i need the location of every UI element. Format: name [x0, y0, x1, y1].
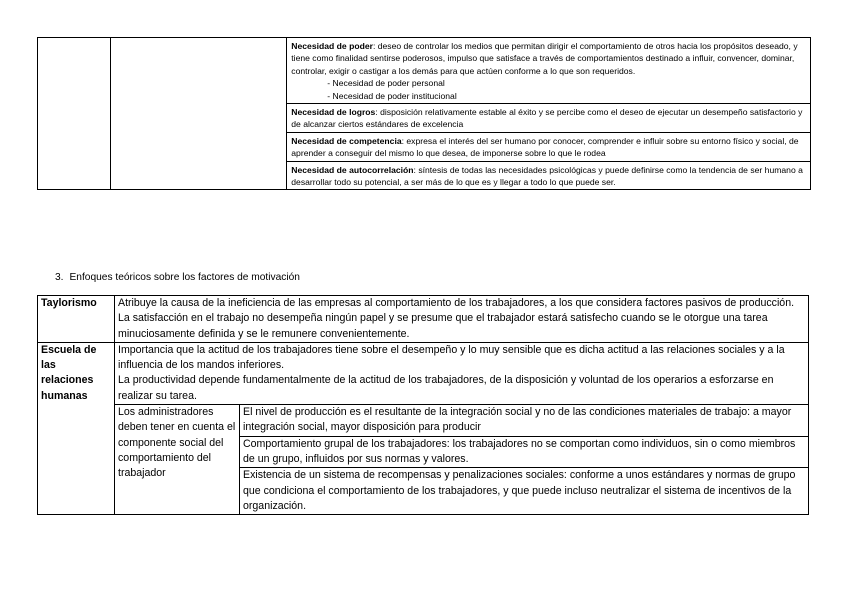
principle-cell: El nivel de producción es el resultante de la integración social y no de las condiciones materiales de trabajo: a mayor integración social, mayor disposición para producir	[240, 405, 809, 437]
principle-cell: Comportamiento grupal de los trabajadores: los trabajadores no se comportan como individuos, sin o como miembros de un grupo, influidos por sus normas y valores.	[240, 436, 809, 468]
need-description: : disposición relativamente estable al éxito y se percibe como el deseo de ejecutar un desempeño satisfactorio y de alcanzar ciertos estándares de excelencia	[291, 107, 803, 130]
theory-label: Escuela de las relaciones humanas	[38, 342, 115, 514]
empty-cell	[110, 38, 286, 190]
bullet-list	[291, 77, 806, 102]
need-cell-competencia	[287, 132, 811, 161]
need-term: Necesidad de autocorrelación	[291, 164, 414, 175]
need-cell-poder	[287, 38, 811, 104]
need-description: : expresa el interés del ser humano por conocer, comprender e influir sobre su entorno físico y social, de aprender a conseguir del mismo lo que desea, de imponerse sobre lo que le rodea	[291, 135, 799, 159]
section-heading	[55, 272, 300, 283]
paragraph: Atribuye la causa de la ineficiencia de las empresas al comportamiento de los trabajadores, a los que considera factores pasivos de producción.	[118, 297, 795, 309]
principle-cell: Existencia de un sistema de recompensas y penalizaciones sociales: conforme a unos estándares y normas de grupo que condiciona el comportamiento de los trabajadores, y que puede incluso neutralizar el sistema de incentivos de la organización.	[240, 468, 809, 515]
need-description: : síntesis de todas las necesidades psicológicas y puede definirse como la tendencia de ser humano a desarrollar todo su potencial, a ser más de lo que es y llegar a todo lo que puede ser.	[291, 164, 803, 188]
need-term: Necesidad de logros	[291, 107, 376, 118]
list-item: - Necesidad de poder institucional	[307, 90, 806, 102]
empty-cell	[38, 38, 111, 190]
need-cell-logros	[287, 104, 811, 133]
section-number: 3.	[55, 272, 64, 283]
theory-label: Taylorismo	[38, 296, 115, 343]
need-description: : deseo de controlar los medios que permitan dirigir el comportamiento de otros hacia los propósitos deseado, y tiene como finalidad sentirse poderosos, impulso que satisface a través de comportamientos destinado a influir, convencer, dominar, controlar, exigir o castigar a los demás para que actúen conforme a lo que son requeridos.	[291, 41, 798, 76]
admin-note: Los administradores deben tener en cuenta el componente social del comportamiento del trabajador	[115, 405, 240, 515]
table-row	[38, 38, 811, 104]
need-term: Necesidad de competencia	[291, 135, 402, 146]
needs-table	[37, 37, 811, 190]
theory-description	[115, 296, 809, 343]
table-row	[38, 296, 809, 343]
list-item: - Necesidad de poder personal	[307, 77, 806, 89]
paragraph: La satisfacción en el trabajo no desempeña ningún papel y se presume que el trabajador estará satisfecho cuando se le otorgue una tarea minuciosamente definida y se le remunere convenientemente.	[118, 312, 768, 340]
table-row	[38, 405, 809, 437]
paragraph: Importancia que la actitud de los trabajadores tiene sobre el desempeño y lo muy sensible que es dicha actitud a las relaciones sociales y a la influencia de los mandos inferiores.	[118, 343, 785, 372]
paragraph: La productividad depende fundamentalmente de la actitud de los trabajadores, de la disposición y voluntad de los operarios a esforzarse en realizar su tarea.	[118, 374, 774, 402]
section-title: Enfoques teóricos sobre los factores de motivación	[69, 272, 300, 283]
motivation-theories-table	[37, 295, 809, 515]
table-row	[38, 342, 809, 404]
need-term: Necesidad de poder	[291, 41, 373, 51]
need-cell-autocorrelacion	[287, 161, 811, 190]
theory-description	[115, 342, 809, 404]
